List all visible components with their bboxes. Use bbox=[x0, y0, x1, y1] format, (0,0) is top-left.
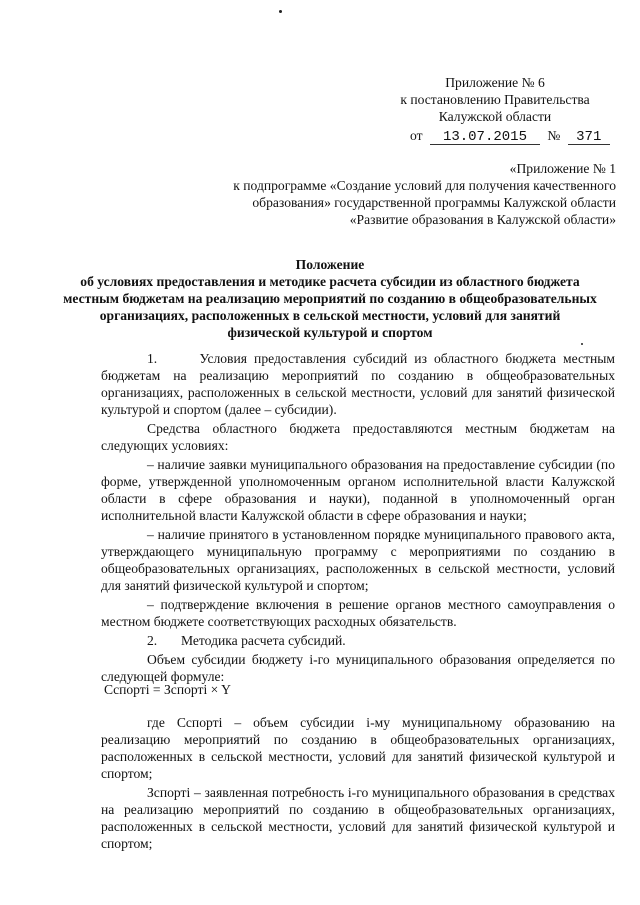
title-word: Положение bbox=[295, 257, 365, 272]
paragraph: Объем субсидии бюджету i-го муниципального образования определяется по следующей формуле: bbox=[101, 652, 615, 684]
paragraph: Зспортi – заявленная потребность i-го муниципального образования в средствах на реализацию мероприятий по созданию в общеобразовательных организациях, расположенных в сельской местности, условий для занятий физической культурой и спортом; bbox=[101, 785, 615, 851]
title-line: об условиях предоставления и методике расчета субсидии из областного бюджета bbox=[80, 274, 580, 289]
appendix-title: Приложение № 6 bbox=[445, 75, 545, 90]
subheader-line: к подпрограмме «Создание условий для получения качественного bbox=[233, 178, 616, 193]
document-title bbox=[40, 256, 620, 341]
date-number-line bbox=[380, 127, 610, 145]
paragraph: – подтверждение включения в решение органов местного самоуправления о местном бюджете соответствующих расходных обязательств. bbox=[101, 597, 615, 629]
document-body-continued bbox=[101, 714, 615, 852]
subheader-line: образования» государственной программы Калужской области bbox=[252, 195, 616, 210]
number-value: 371 bbox=[568, 130, 610, 145]
subheader-line: «Развитие образования в Калужской области» bbox=[349, 212, 616, 227]
paragraph: – наличие принятого в установленном порядке муниципального правового акта, утверждающего муниципальную программу с мероприятиями по созданию в общеобразовательных организациях, расположенных в сельской местности, условий для занятий физической культурой и спортом; bbox=[101, 527, 615, 593]
number-prefix: № bbox=[547, 128, 561, 143]
subheader-line: «Приложение № 1 bbox=[509, 161, 616, 176]
date-value: 13.07.2015 bbox=[430, 130, 540, 145]
date-prefix: от bbox=[410, 128, 423, 143]
paragraph: где Cспортi – объем субсидии i-му муниципальному образованию на реализацию мероприятий по созданию в общеобразовательных организациях, расположенных в сельской местности, условий для занятий физической культурой и спортом; bbox=[101, 715, 615, 781]
appendix-header bbox=[380, 74, 610, 145]
formula: Cспортi = Зспортi × Y bbox=[104, 682, 231, 697]
region-name: Калужской области bbox=[438, 109, 552, 124]
scan-speck bbox=[581, 343, 583, 345]
paragraph: 2. Методика расчета субсидий. bbox=[147, 633, 346, 648]
document-body bbox=[101, 350, 615, 685]
title-line: организациях, расположенных в сельской местности, условий для занятий bbox=[99, 308, 561, 323]
paragraph: 1. Условия предоставления субсидий из областного бюджета местным бюджетам на реализацию мероприятий по созданию в общеобразовательных организациях, расположенных в сельской местности, условий для занятий физической культурой и спортом (далее – субсидии). bbox=[101, 351, 615, 417]
paragraph: Средства областного бюджета предоставляются местным бюджетам на следующих условиях: bbox=[101, 421, 615, 453]
subprogram-reference bbox=[150, 160, 616, 228]
paragraph: – наличие заявки муниципального образования на предоставление субсидии (по форме, утвержденной уполномоченным органом исполнительной власти Калужской области в сфере образования и науки), поданной в уполномоченный орган исполнительной власти Калужской области в сфере образования и науки; bbox=[101, 457, 615, 523]
title-line: физической культурой и спортом bbox=[227, 325, 433, 340]
resolution-reference: к постановлению Правительства bbox=[400, 92, 590, 107]
scan-speck bbox=[279, 10, 282, 13]
title-line: местным бюджетам на реализацию мероприятий по созданию в общеобразовательных bbox=[63, 291, 597, 306]
